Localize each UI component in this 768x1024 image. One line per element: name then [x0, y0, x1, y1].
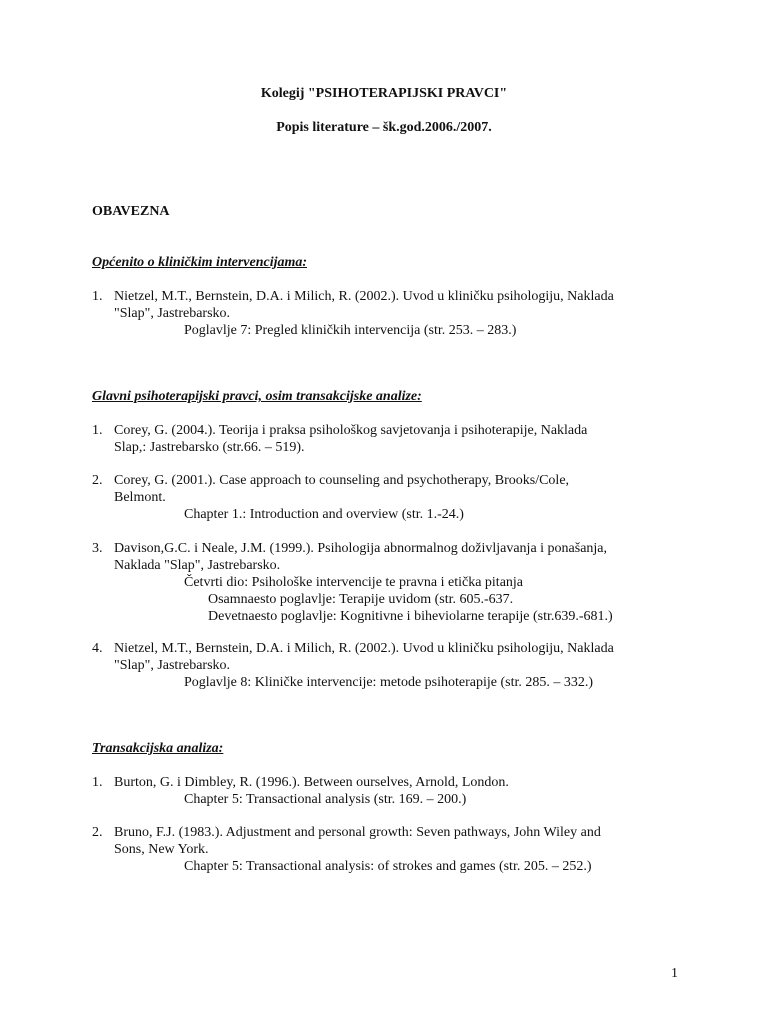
item-chapter: Chapter 5: Transactional analysis: of strokes and games (str. 205. – 252.) — [184, 859, 592, 874]
item-subchapter: Devetnaesto poglavlje: Kognitivne i biheviolarne terapije (str.639.-681.) — [208, 609, 613, 624]
item-text: Corey, G. (2004.). Teorija i praksa psihološkog savjetovanja i psihoterapije, Naklada — [114, 423, 588, 438]
section-heading: Općenito o kliničkim intervencijama: — [92, 255, 308, 270]
item-chapter: Četvrti dio: Psihološke intervencije te pravna i etička pitanja — [184, 575, 524, 590]
list-item — [92, 288, 692, 339]
document-subtitle: Popis literature – šk.god.2006./2007. — [276, 120, 492, 135]
item-number: 2. — [92, 473, 103, 488]
item-text: "Slap", Jastrebarsko. — [114, 658, 231, 673]
item-number: 1. — [92, 423, 103, 438]
item-text: Sons, New York. — [114, 842, 209, 857]
item-number: 1. — [92, 289, 103, 304]
item-text: "Slap", Jastrebarsko. — [114, 306, 231, 321]
list-item — [92, 422, 692, 456]
item-text: Burton, G. i Dimbley, R. (1996.). Between ourselves, Arnold, London. — [114, 775, 509, 790]
item-number: 1. — [92, 775, 103, 790]
item-chapter: Poglavlje 8: Kliničke intervencije: metode psihoterapije (str. 285. – 332.) — [184, 675, 594, 690]
item-text: Bruno, F.J. (1983.). Adjustment and personal growth: Seven pathways, John Wiley and — [114, 825, 601, 840]
section-heading: Transakcijska analiza: — [92, 741, 224, 756]
item-chapter: Chapter 1.: Introduction and overview (str. 1.-24.) — [184, 507, 464, 522]
item-number: 2. — [92, 825, 103, 840]
item-text: Naklada "Slap", Jastrebarsko. — [114, 558, 281, 573]
list-item — [92, 824, 692, 875]
item-text: Davison,G.C. i Neale, J.M. (1999.). Psihologija abnormalnog doživljavanja i ponašanja, — [114, 541, 608, 556]
item-number: 4. — [92, 641, 103, 656]
list-item — [92, 774, 692, 808]
item-text: Corey, G. (2001.). Case approach to counseling and psychotherapy, Brooks/Cole, — [114, 473, 570, 488]
section-heading: Glavni psihoterapijski pravci, osim transakcijske analize: — [92, 389, 422, 404]
list-item — [92, 472, 692, 523]
item-chapter: Poglavlje 7: Pregled kliničkih intervencija (str. 253. – 283.) — [184, 323, 517, 338]
item-chapter: Chapter 5: Transactional analysis (str. 169. – 200.) — [184, 792, 467, 807]
item-text: Belmont. — [114, 490, 166, 505]
main-heading: OBAVEZNA — [92, 204, 170, 219]
page-number: 1 — [671, 966, 678, 981]
list-item — [92, 540, 692, 625]
item-text: Slap,: Jastrebarsko (str.66. – 519). — [114, 440, 305, 455]
item-number: 3. — [92, 541, 103, 556]
document-title: Kolegij "PSIHOTERAPIJSKI PRAVCI" — [260, 86, 508, 101]
item-text: Nietzel, M.T., Bernstein, D.A. i Milich, R. (2002.). Uvod u kliničku psihologiju, Naklada — [114, 289, 614, 304]
list-item — [92, 640, 692, 691]
item-text: Nietzel, M.T., Bernstein, D.A. i Milich, R. (2002.). Uvod u kliničku psihologiju, Naklada — [114, 641, 614, 656]
item-subchapter: Osamnaesto poglavlje: Terapije uvidom (str. 605.-637. — [208, 592, 514, 607]
